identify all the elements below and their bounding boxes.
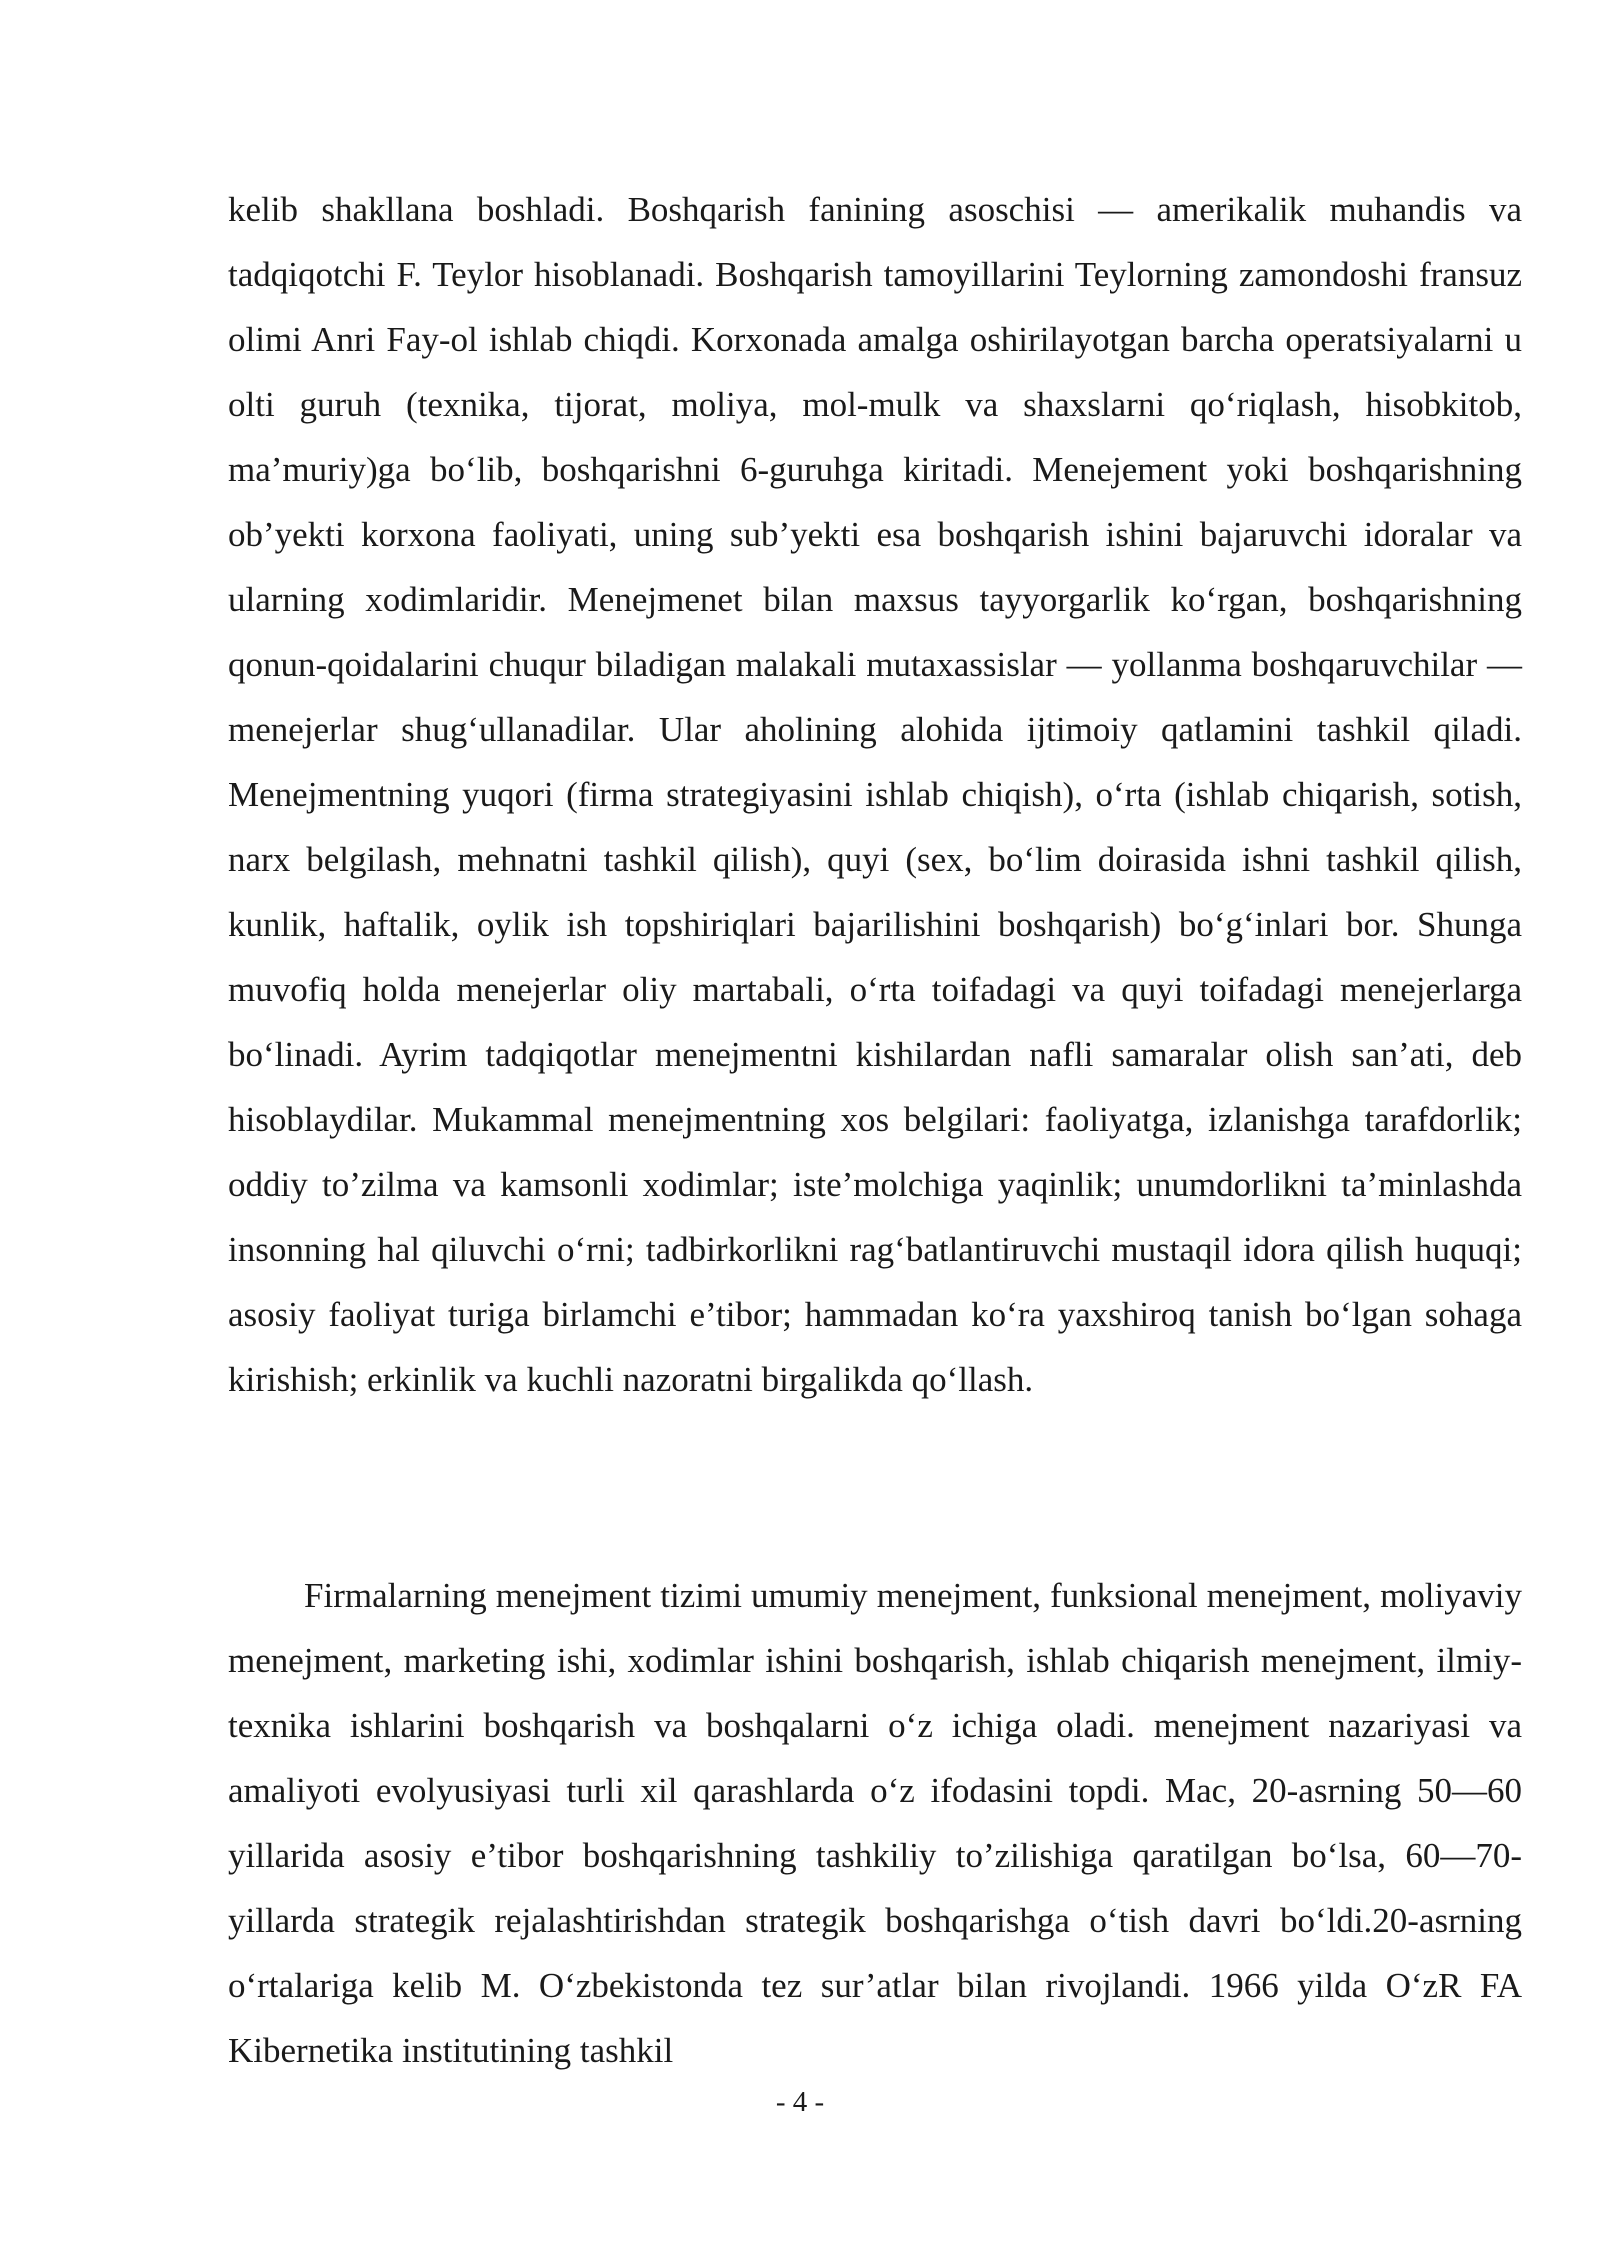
paragraph-1: kelib shakllana boshladi. Boshqarish fanining asoschisi — amerikalik muhandis va tadqiqotchi F. Teylor hisoblanadi. Boshqarish tamoyillarini Teylorning zamondoshi fransuz olimi Anri Fay-ol ishlab chiqdi. Korxonada amalga oshirilayotgan barcha operatsiyalarni u olti guruh (texnika, tijorat, moliya, mol-mulk va shaxslarni qo‘riqlash, hisobkitob, ma’muriy)ga bo‘lib, boshqarishni 6-guruhga kiritadi. Menejement yoki boshqarishning ob’yekti korxona faoliyati, uning sub’yekti esa boshqarish ishini bajaruvchi idoralar va ularning xodimlaridir. Menejmenet bilan maxsus tayyorgarlik ko‘rgan, boshqarishning qonun-qoidalarini chuqur biladigan malakali mutaxassislar — yollanma boshqaruvchilar — menejerlar shug‘ullanadilar. Ular aholining alohida ijtimoiy qatlamini tashkil qiladi. Menejmentning yuqori (firma strategiyasini ishlab chiqish), o‘rta (ishlab chiqarish, sotish, narx belgilash, mehnatni tashkil qilish), quyi (sex, bo‘lim doirasida ishni tashkil qilish, kunlik, haftalik, oylik ish topshiriqlari bajarilishini boshqarish) bo‘g‘inlari bor. Shunga muvofiq holda menejerlar oliy martabali, o‘rta toifadagi va quyi toifadagi menejerlarga bo‘linadi. Ayrim tadqiqotlar menejmentni kishilardan nafli samaralar olish san’ati, deb hisoblaydilar. Mukammal menejmentning xos belgilari: faoliyatga, izlanishga tarafdorlik; oddiy to’zilma va kamsonli xodimlar; iste’molchiga yaqinlik; unumdorlikni ta’minlashda insonning hal qiluvchi o‘rni; tadbirkorlikni rag‘batlantiruvchi mustaqil idora qilish huquqi; asosiy faoliyat turiga birlamchi e’tibor; hammadan ko‘ra yaxshiroq tanish bo‘lgan sohaga kirishish; erkinlik va kuchli nazoratni birgalikda qo‘llash. [228, 190, 1522, 1399]
paragraph-2: Firmalarning menejment tizimi umumiy menejment, funksional menejment, moliyaviy menejment, marketing ishi, xodimlar ishini boshqarish, ishlab chiqarish menejment, ilmiy-texnika ishlarini boshqarish va boshqalarni o‘z ichiga oladi. menejment nazariyasi va amaliyoti evolyusiyasi turli xil qarashlarda o‘z ifodasini topdi. Mac, 20-asrning 50—60 yillarida asosiy e’tibor boshqarishning tashkiliy to’zilishiga qaratilgan bo‘lsa, 60—70-yillarda strategik rejalashtirishdan strategik boshqarishga o‘tish davri bo‘ldi.20-asrning o‘rtalariga kelib M. O‘zbekistonda tez sur’atlar bilan rivojlandi. 1966 yilda O‘zR FA Kibernetika institutining tashkil [228, 1576, 1522, 2070]
page-number: - 4 - [775, 2086, 825, 2118]
